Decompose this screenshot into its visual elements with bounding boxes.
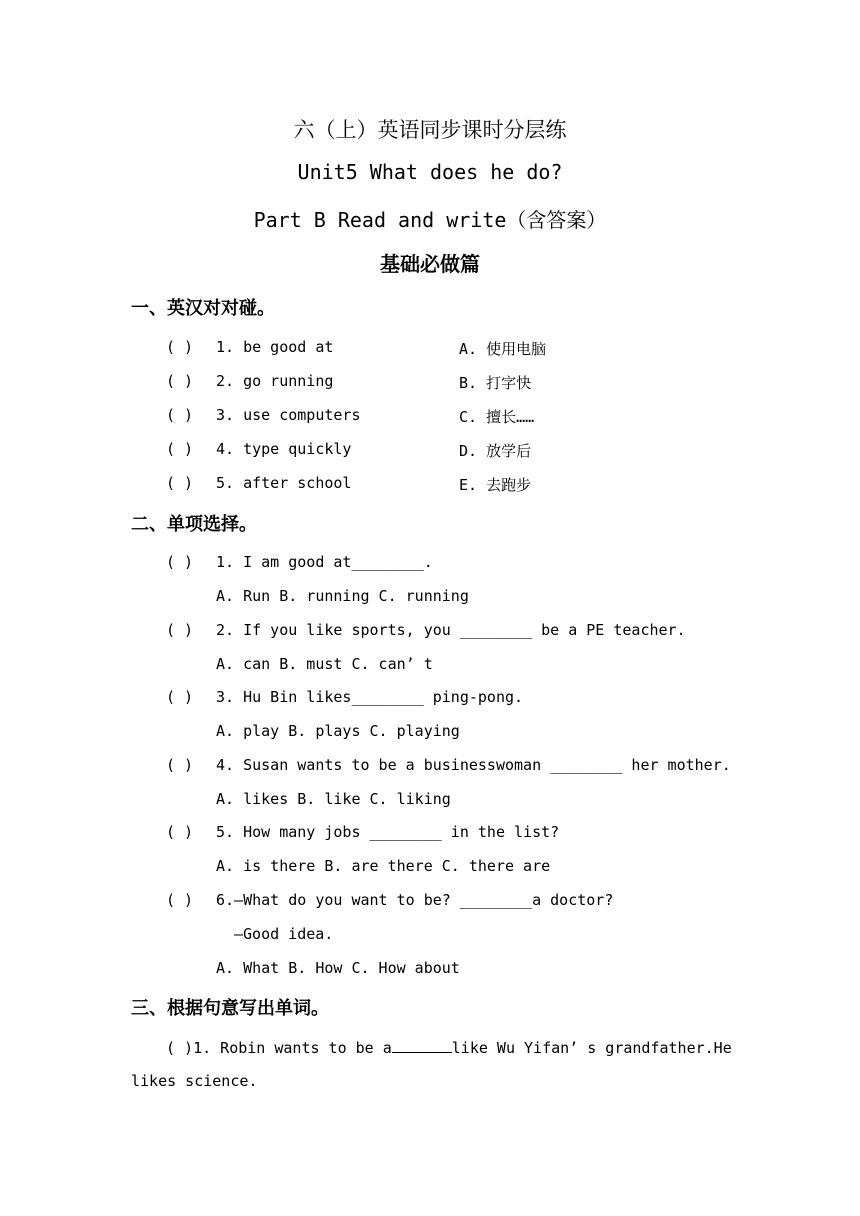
- match-item-left: 2. go running: [216, 372, 334, 390]
- match-item-left: 1. be good at: [216, 338, 334, 356]
- question-options: A. What B. How C. How about: [216, 959, 460, 977]
- section-3-heading: 三、根据句意写出单词。: [131, 998, 329, 1019]
- question-options: A. Run B. running C. running: [216, 587, 469, 605]
- match-item-left: 5. after school: [216, 474, 352, 492]
- answer-paren[interactable]: ( ): [166, 823, 194, 841]
- match-item-right: C. 擅长……: [459, 408, 535, 426]
- question-options: A. is there B. are there C. there are: [216, 857, 551, 875]
- match-item-left: 3. use computers: [216, 406, 361, 424]
- section-1-heading: 一、英汉对对碰。: [131, 298, 275, 319]
- question-text: 4. Susan wants to be a businesswoman ________ her mother.: [216, 756, 731, 774]
- match-item-right: B. 打字快: [459, 374, 532, 392]
- level-title: 基础必做篇: [380, 252, 480, 276]
- answer-paren[interactable]: ( ): [166, 440, 194, 458]
- match-item-right: E. 去跑步: [459, 476, 532, 494]
- question-options: A. play B. plays C. playing: [216, 722, 460, 740]
- question-text: 3. Hu Bin likes________ ping-pong.: [216, 688, 524, 706]
- answer-paren[interactable]: ( ): [166, 756, 194, 774]
- fill-question-line2: likes science.: [131, 1072, 258, 1090]
- question-options: A. can B. must C. can’ t: [216, 655, 433, 673]
- question-text-after: like Wu Yifan’ s grandfather.He: [451, 1039, 732, 1057]
- match-item-right: D. 放学后: [459, 442, 532, 460]
- answer-paren[interactable]: ( ): [166, 372, 194, 390]
- document-title: 六（上）英语同步课时分层练: [293, 118, 567, 142]
- answer-paren[interactable]: ( ): [166, 406, 194, 424]
- unit-title: Unit5 What does he do?: [297, 160, 563, 184]
- question-text: 1. I am good at________.: [216, 553, 433, 571]
- question-text: 5. How many jobs ________ in the list?: [216, 823, 560, 841]
- answer-paren[interactable]: ( ): [166, 338, 194, 356]
- question-text: 2. If you like sports, you ________ be a PE teacher.: [216, 621, 686, 639]
- match-item-right: A. 使用电脑: [459, 340, 547, 358]
- answer-paren[interactable]: ( ): [166, 891, 194, 909]
- part-title: Part B Read and write（含答案）: [253, 208, 607, 232]
- answer-blank[interactable]: [392, 1038, 452, 1053]
- match-item-left: 4. type quickly: [216, 440, 352, 458]
- question-options: A. likes B. like C. liking: [216, 790, 451, 808]
- question-text-line2: —Good idea.: [234, 925, 334, 943]
- answer-paren[interactable]: ( ): [166, 1039, 194, 1057]
- fill-question-line1: [166, 1038, 732, 1057]
- question-text-before: 1. Robin wants to be a: [193, 1039, 392, 1057]
- question-text: 6.—What do you want to be? ________a doctor?: [216, 891, 614, 909]
- answer-paren[interactable]: ( ): [166, 474, 194, 492]
- answer-paren[interactable]: ( ): [166, 688, 194, 706]
- answer-paren[interactable]: ( ): [166, 621, 194, 639]
- section-2-heading: 二、单项选择。: [131, 514, 257, 535]
- answer-paren[interactable]: ( ): [166, 553, 194, 571]
